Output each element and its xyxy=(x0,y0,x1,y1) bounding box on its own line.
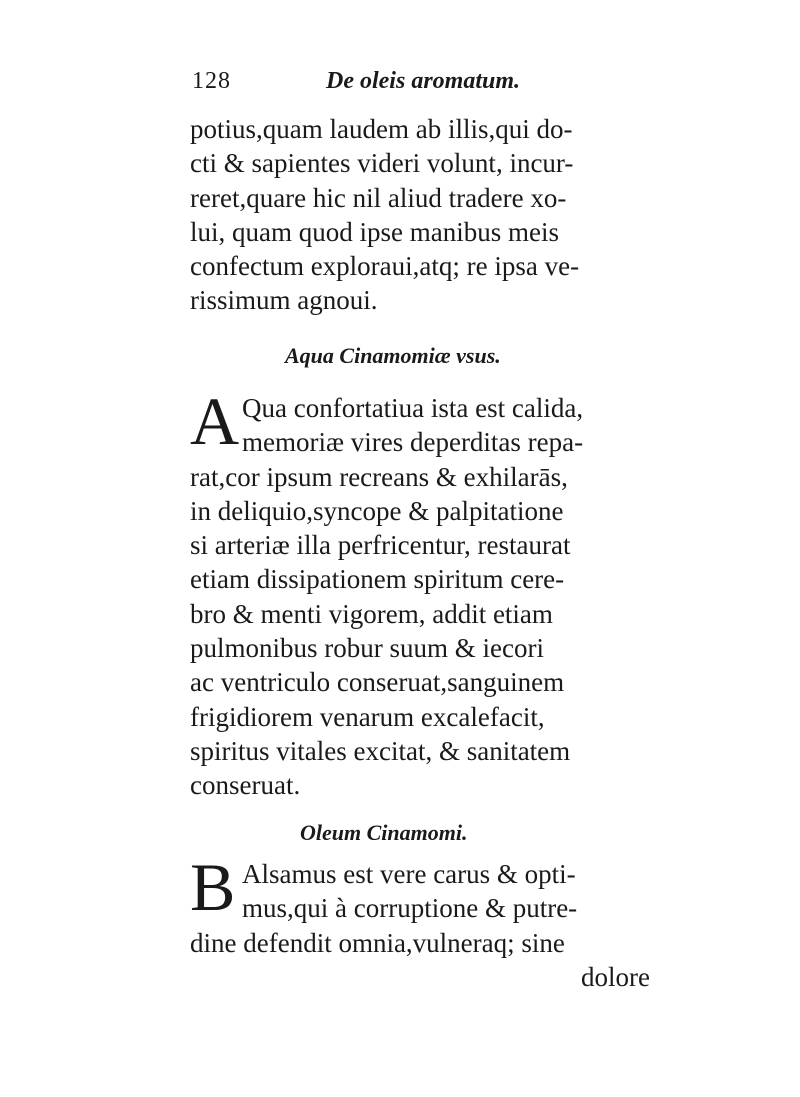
page-header xyxy=(192,68,642,102)
text-line: pulmonibus robur suum & iecori xyxy=(190,633,544,664)
catchword: dolore xyxy=(581,961,650,992)
text-line: etiam dissipationem spiritum cere- xyxy=(190,564,565,595)
section-oleum xyxy=(190,849,650,994)
section-heading-aqua: Aqua Cinamomiæ vsus. xyxy=(285,343,501,368)
text-line: reret,quare hic nil aliud tradere xo- xyxy=(190,182,567,213)
text-line: cti & sapientes videri volunt, incur- xyxy=(190,148,574,179)
text-line: bro & menti vigorem, addit etiam xyxy=(190,598,553,629)
text-line: conseruat. xyxy=(190,770,301,801)
text-line: lui, quam quod ipse manibus meis xyxy=(190,216,559,247)
text-line: rat,cor ipsum recreans & exhilarās, xyxy=(190,461,568,492)
section-heading-oleum: Oleum Cinamomi. xyxy=(300,820,468,845)
dropcap: A xyxy=(190,383,240,459)
text-line: rissimum agnoui. xyxy=(190,285,378,316)
text-line: Alsamus est vere carus & opti- xyxy=(242,859,576,889)
text-line: in deliquio,syncope & palpitatione xyxy=(190,495,564,526)
text-line: ac ventriculo conseruat,sanguinem xyxy=(190,667,565,698)
text-line: memoriæ vires deperditas repa- xyxy=(242,427,584,458)
text-line: confectum exploraui,atq; re ipsa ve- xyxy=(190,251,580,282)
text-line: mus,qui à corruptione & putre- xyxy=(242,893,578,924)
text-line: spiritus vitales excitat, & sanitatem xyxy=(190,735,571,766)
intro-paragraph xyxy=(190,112,650,318)
section-aqua xyxy=(190,383,650,803)
page-number: 128 xyxy=(192,68,231,94)
text-line: frigidiorem venarum excalefacit, xyxy=(190,701,545,732)
text-line: potius,quam laudem ab illis,qui do- xyxy=(190,114,573,144)
text-line: dine defendit omnia,vulneraq; sine xyxy=(190,927,565,958)
text-line: Qua confortatiua ista est calida, xyxy=(242,393,584,423)
dropcap: B xyxy=(190,849,236,925)
running-head: De oleis aromatum. xyxy=(326,68,521,94)
text-line: si arteriæ illa perfricentur, restaurat xyxy=(190,530,571,561)
